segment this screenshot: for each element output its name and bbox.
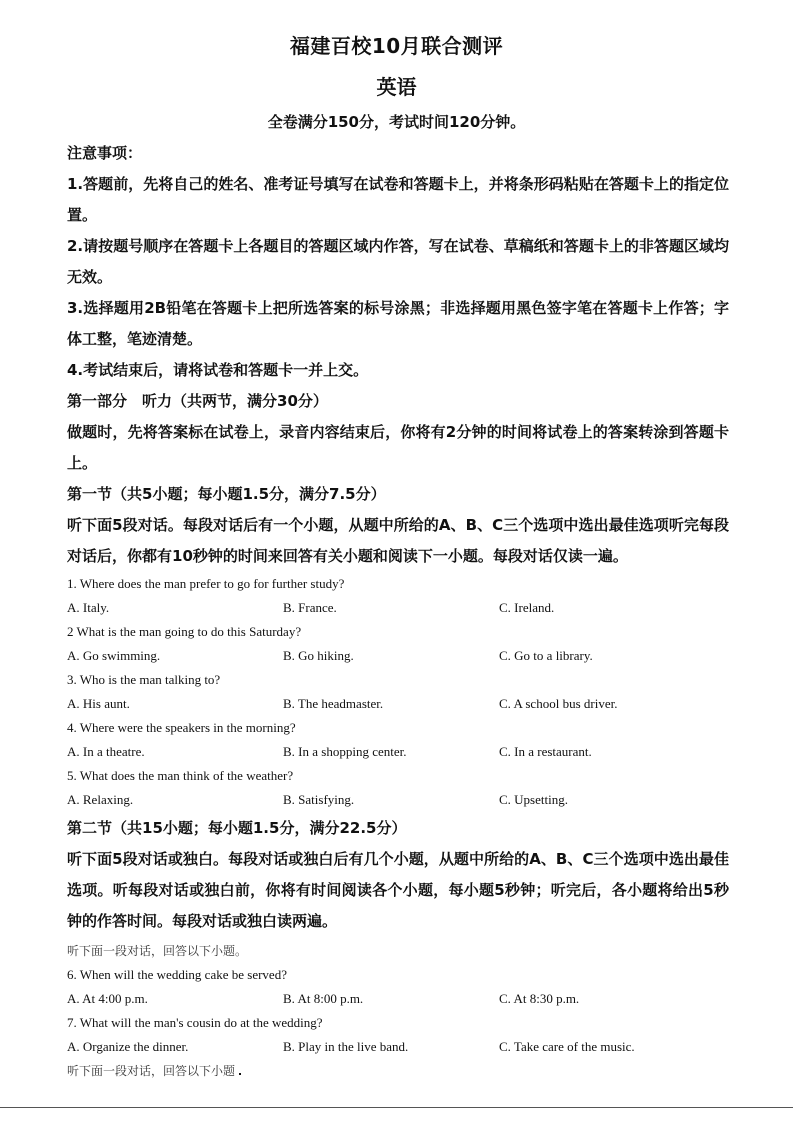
option-a: A. Go swimming.: [67, 648, 161, 663]
listening-note-text: 听下面一段对话，回答以下小题: [67, 1064, 236, 1078]
question-5: 5. What does the man think of the weather?: [67, 768, 294, 783]
part1-instruction: 做题时，先将答案标在试卷上，录音内容结束后，你将有2分钟的时间将试卷上的答案转涂到答题卡上。: [67, 423, 729, 472]
option-c: C. Upsetting.: [499, 792, 568, 807]
option-a: A. Italy.: [67, 600, 110, 615]
question-2-options: [67, 644, 729, 668]
question-1: 1. Where does the man prefer to go for further study?: [67, 576, 345, 591]
option-c: C. Ireland.: [499, 600, 555, 615]
option-a: A. Organize the dinner.: [67, 1039, 189, 1054]
section2-instruction: 听下面5段对话或独白。每段对话或独白后有几个小题，从题中所给的A、B、C三个选项中选出最佳选项。听每段对话或独白前，你将有时间阅读各个小题，每小题5秒钟；听完后，各小题将给出5秒钟的作答时间。每段对话或独白读两遍。: [67, 850, 729, 930]
section1-heading: 第一节（共5小题；每小题1.5分，满分7.5分）: [67, 485, 386, 503]
option-a: A. In a theatre.: [67, 744, 145, 759]
notice-heading: 注意事项：: [67, 144, 143, 162]
listening-note: [67, 1059, 729, 1083]
question-4-options: [67, 740, 729, 764]
section1-instruction: 听下面5段对话。每段对话后有一个小题，从题中所给的A、B、C三个选项中选出最佳选项听完每段对话后，你都有10秒钟的时间来回答有关小题和阅读下一小题。每段对话仅读一遍。: [67, 516, 729, 565]
option-b: B. Play in the live band.: [283, 1039, 409, 1054]
question-1-options: [67, 596, 729, 620]
option-b: B. France.: [283, 600, 337, 615]
option-b: B. Go hiking.: [283, 648, 354, 663]
section2: [67, 813, 729, 937]
option-b: B. In a shopping center.: [283, 744, 407, 759]
question-6-options: [67, 987, 729, 1011]
option-c: C. Go to a library.: [499, 648, 593, 663]
exam-title: 福建百校10月联合测评: [289, 34, 504, 58]
option-c: C. A school bus driver.: [499, 696, 618, 711]
question-2: 2 What is the man going to do this Saturday?: [67, 624, 302, 639]
part1-heading: 第一部分 听力（共两节，满分30分）: [67, 392, 328, 410]
notice-item-4: 4.考试结束后，请将试卷和答题卡一并上交。: [67, 361, 369, 379]
subject-title: 英语: [376, 75, 417, 99]
question-6: 6. When will the wedding cake be served?: [67, 967, 287, 982]
option-a: A. At 4:00 p.m.: [67, 991, 148, 1006]
question-3: 3. Who is the man talking to?: [67, 672, 221, 687]
exam-info: 全卷满分150分，考试时间120分钟。: [267, 113, 526, 131]
notice-section: [67, 138, 729, 572]
notice-item-3: 3.选择题用2B铅笔在答题卡上把所选答案的标号涂黑；非选择题用黑色签字笔在答题卡上作答；字体工整，笔迹清楚。: [67, 299, 729, 348]
section1-questions: [67, 572, 729, 812]
option-a: A. Relaxing.: [67, 792, 134, 807]
notice-item-2: 2.请按题号顺序在答题卡上各题目的答题区域内作答，写在试卷、草稿纸和答题卡上的非答题区域均无效。: [67, 237, 729, 286]
option-c: C. Take care of the music.: [499, 1039, 635, 1054]
option-c: C. At 8:30 p.m.: [499, 991, 580, 1006]
option-b: B. Satisfying.: [283, 792, 355, 807]
listening-note: 听下面一段对话，回答以下小题。: [67, 944, 248, 958]
question-5-options: [67, 788, 729, 812]
question-7: 7. What will the man's cousin do at the wedding?: [67, 1015, 323, 1030]
notice-item-1: 1.答题前，先将自己的姓名、准考证号填写在试卷和答题卡上，并将条形码粘贴在答题卡上的指定位置。: [67, 175, 729, 224]
question-4: 4. Where were the speakers in the morning?: [67, 720, 296, 735]
option-a: A. His aunt.: [67, 696, 130, 711]
option-c: C. In a restaurant.: [499, 744, 592, 759]
section2-questions: [67, 939, 729, 1083]
option-b: B. At 8:00 p.m.: [283, 991, 364, 1006]
period-mark: [239, 1073, 241, 1075]
question-7-options: [67, 1035, 729, 1059]
section2-heading: 第二节（共15小题；每小题1.5分，满分22.5分）: [67, 819, 407, 837]
question-3-options: [67, 692, 729, 716]
option-b: B. The headmaster.: [283, 696, 384, 711]
page-bottom-rule: [0, 1107, 793, 1108]
